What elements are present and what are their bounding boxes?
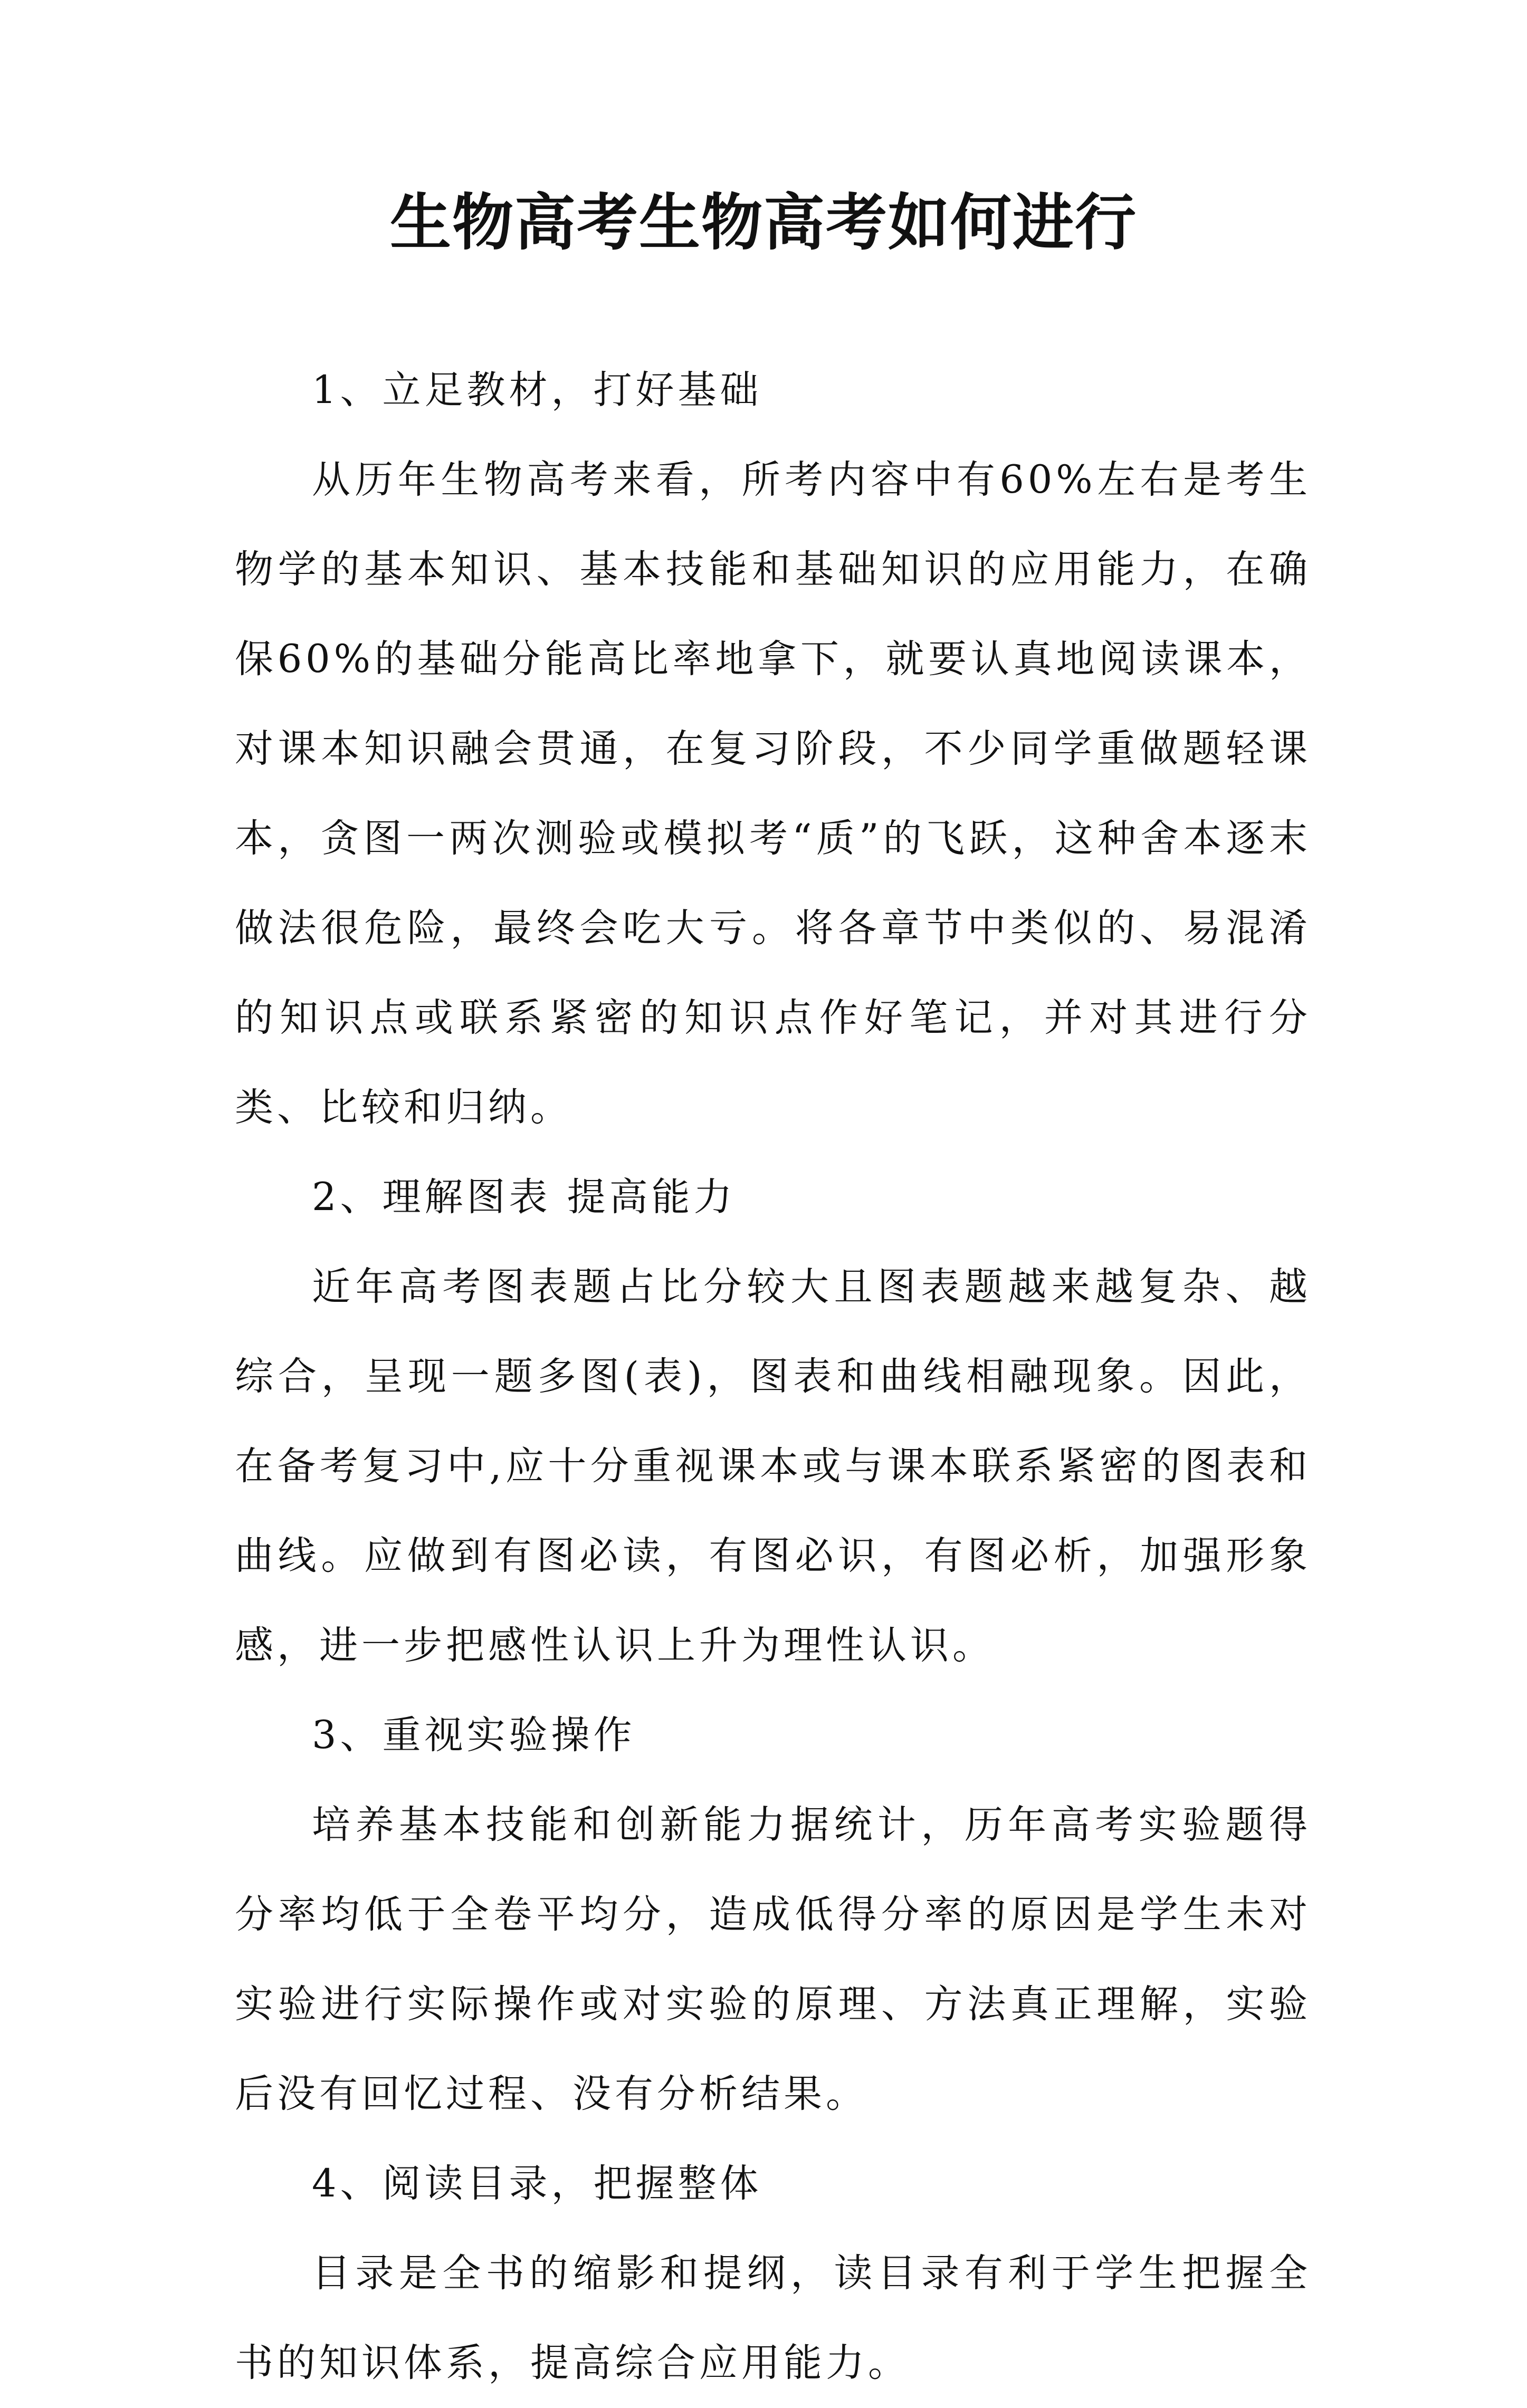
section-heading-3: 3、重视实验操作 (312, 1713, 636, 1758)
document-title: 生物高考生物高考如何进行 (390, 187, 1137, 258)
paragraph-2: 近年高考图表题占比分较大且图表题越来越复杂、越综合，呈现一题多图(表)，图表和曲线相融现象。因此，在备考复习中,应十分重视课本或与课本联系紧密的图表和曲线。应做到有图必读，有图必识，有图必析，加强形象感，进一步把感性认识上升为理性认识。 (235, 1264, 1311, 1668)
paragraph-3: 培养基本技能和创新能力据统计，历年高考实验题得分率均低于全卷平均分，造成低得分率的原因是学生未对实验进行实际操作或对实验的原理、方法真正理解，实验后没有回忆过程、没有分析结果。 (235, 1802, 1311, 2116)
section-heading-1: 1、立足教材，打好基础 (312, 368, 762, 412)
paragraph-1: 从历年生物高考来看，所考内容中有60%左右是考生物学的基本知识、基本技能和基础知识的应用能力，在确保60%的基础分能高比率地拿下，就要认真地阅读课本，对课本知识融会贯通，在复习阶段，不少同学重做题轻课本，贪图一两次测验或模拟考“质”的飞跃，这种舍本逐末做法很危险，最终会吃大亏。将各章节中类似的、易混淆的知识点或联系紧密的知识点作好笔记，并对其进行分类、比较和归纳。 (235, 457, 1311, 1130)
document-body (235, 346, 1311, 2408)
paragraph-4: 目录是全书的缩影和提纲，读目录有利于学生把握全书的知识体系，提高综合应用能力。 (235, 2251, 1311, 2385)
section-heading-4: 4、阅读目录，把握整体 (312, 2161, 762, 2206)
section-heading-2: 2、理解图表 提高能力 (312, 1175, 736, 1220)
